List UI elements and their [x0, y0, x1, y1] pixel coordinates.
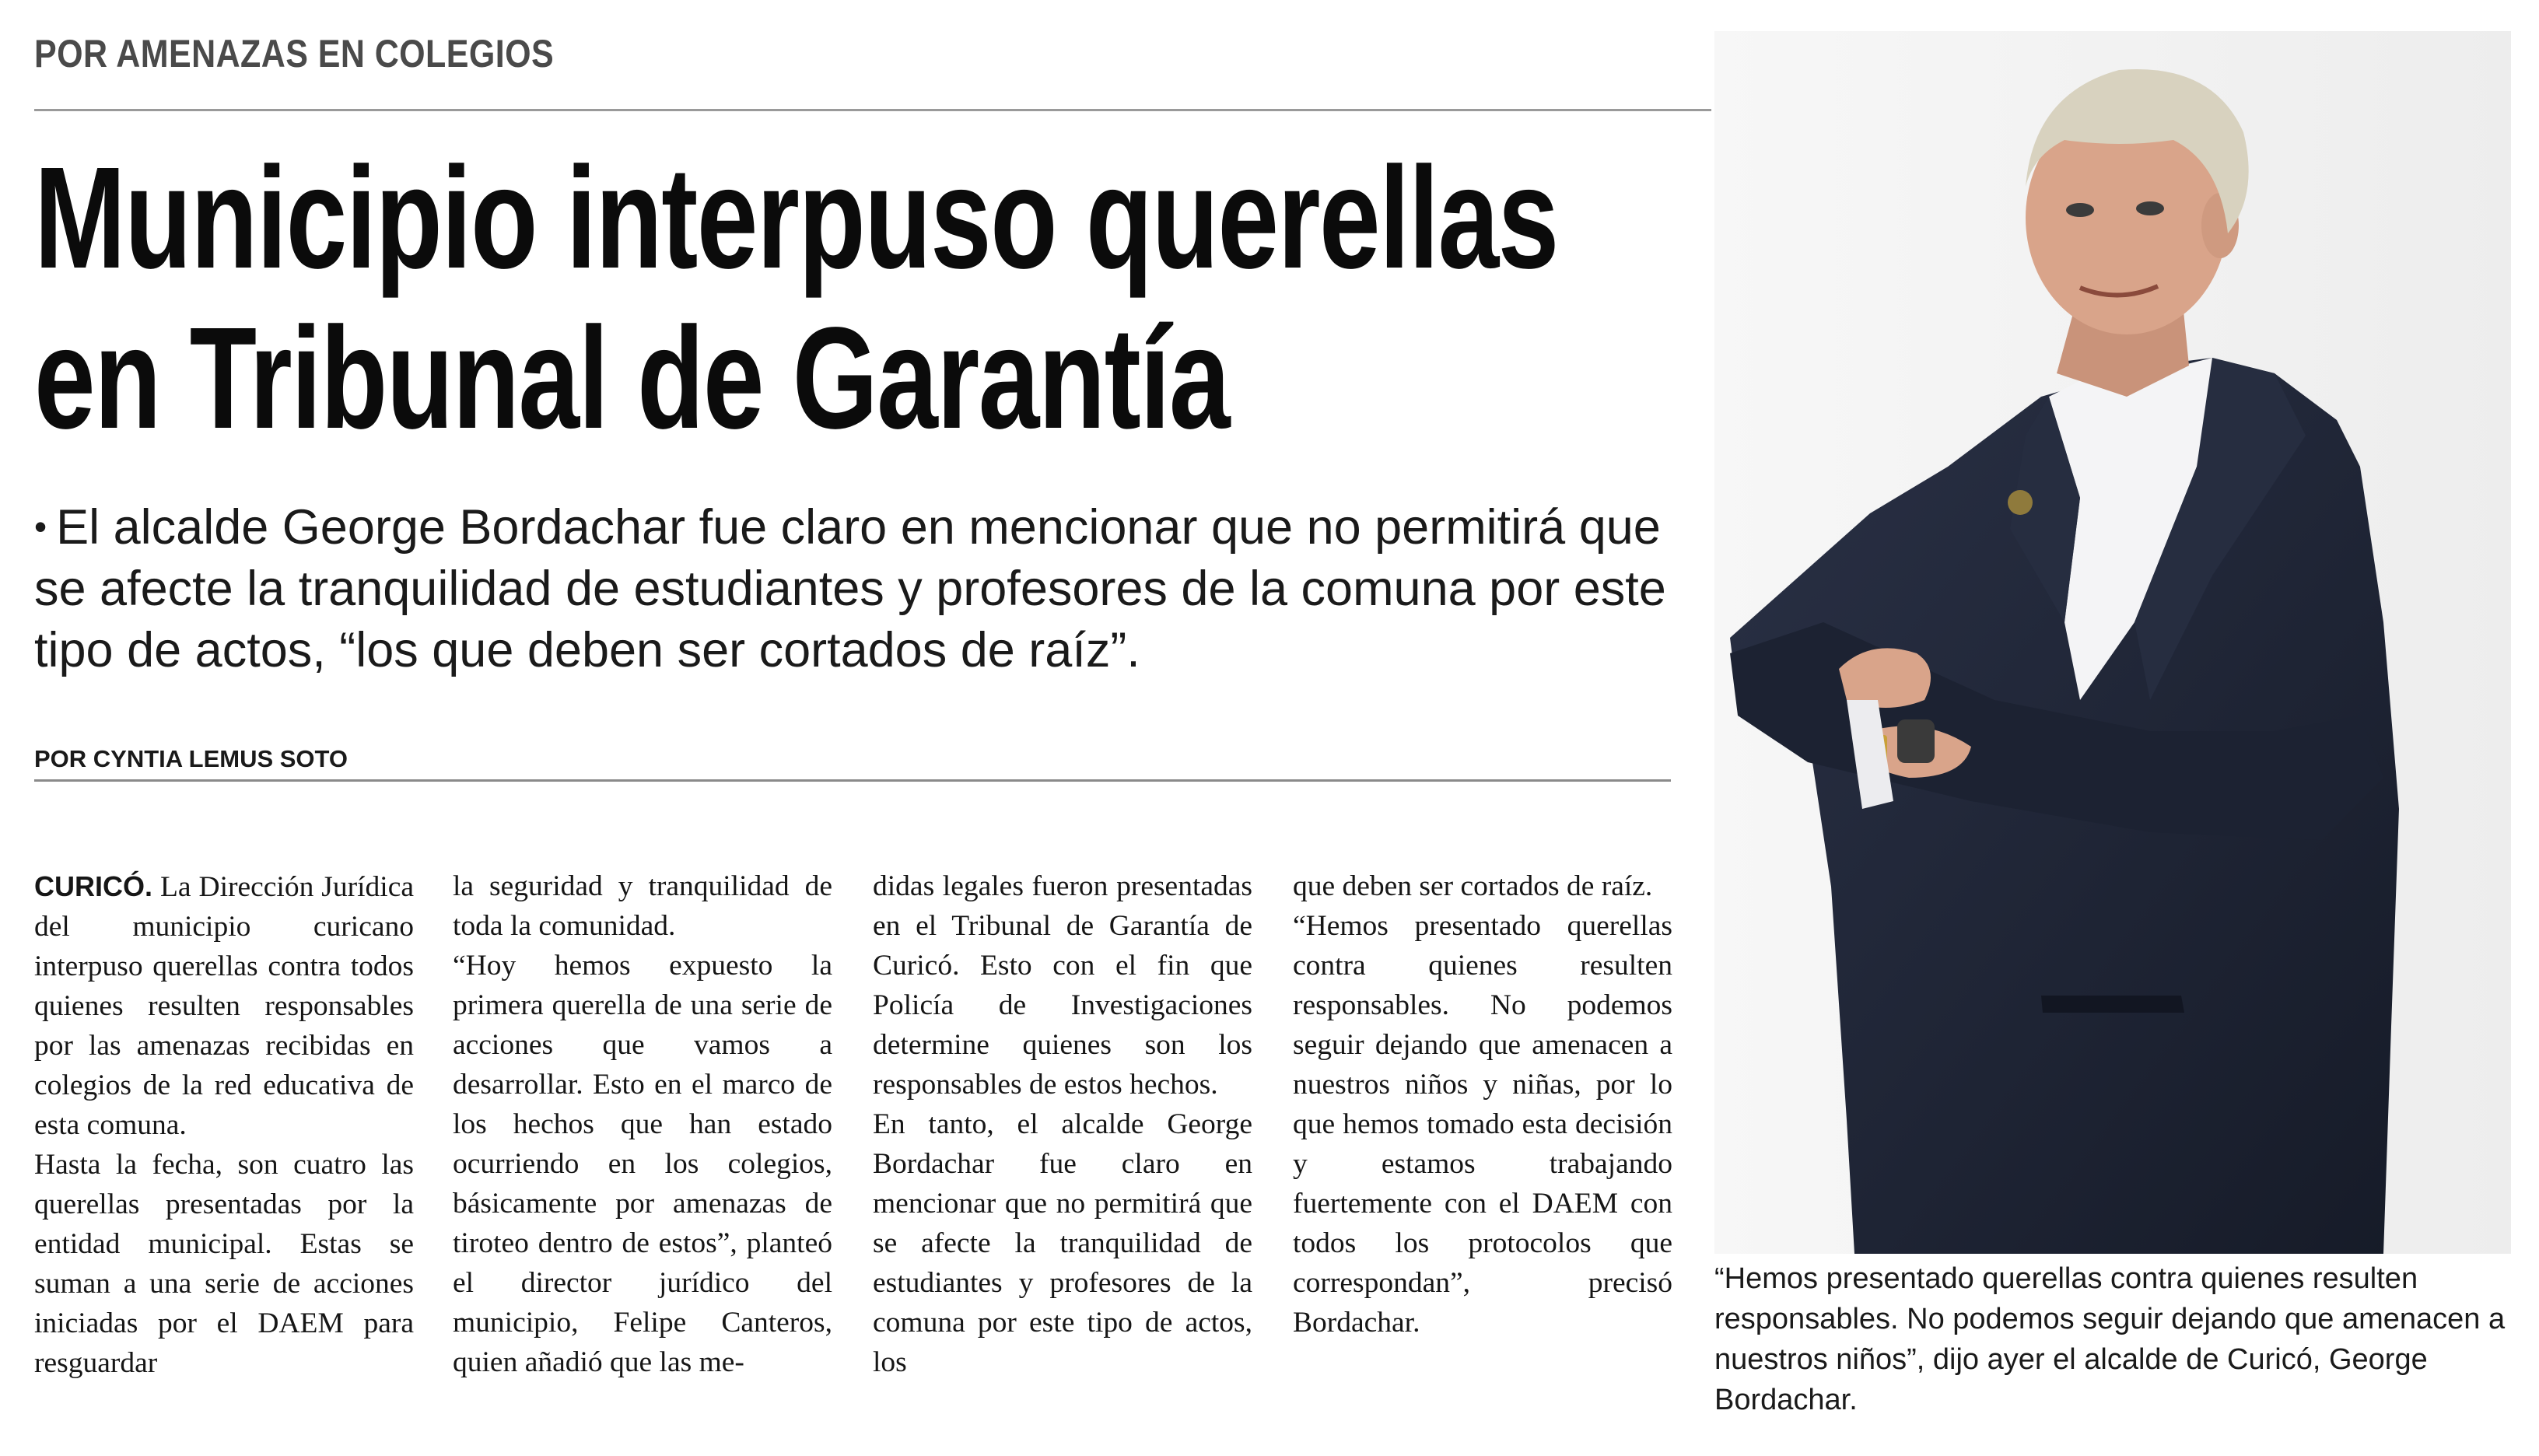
paragraph: la seguridad y tranquilidad de toda la comunidad.	[453, 870, 832, 942]
subheadline-text: El alcalde George Bordachar fue claro en mencionar que no permitirá que se afecte la tranquilidad de estudiantes y profesores de la comuna por este tipo de actos, “los que deben ser cortados de raíz”.	[34, 500, 1666, 677]
body-column-3	[873, 866, 1252, 1382]
watch-icon	[1897, 719, 1935, 763]
headline	[34, 138, 1571, 459]
paragraph: “Hoy hemos expuesto la primera querella de una serie de acciones que vamos a desarrollar. Esto en el marco de los hechos que han estado ocurriendo en los colegios, básicamente por amenazas de tiroteo dentro de estos”, planteó el director jurídico del municipio, Felipe Canteros, quien añadió que las me-	[453, 950, 832, 1378]
paragraph: que deben ser cortados de raíz.	[1293, 870, 1653, 902]
byline-rule	[34, 779, 1671, 782]
portrait-illustration	[1714, 31, 2511, 1254]
lapel-pin-icon	[2008, 490, 2033, 515]
paragraph: didas legales fueron presentadas en el Tribunal de Garantía de Curicó. Esto con el fin que Policía de Investigaciones determine quienes son los responsables de estos hechos.	[873, 870, 1252, 1101]
photo-caption: “Hemos presentado querellas contra quienes resulten responsables. No podemos seguir dejando que amenacen a nuestros niños”, dijo ayer el alcalde de Curicó, George Bordachar.	[1714, 1262, 2506, 1416]
body-column-4	[1293, 866, 1672, 1342]
subheadline	[34, 496, 1714, 681]
mayor-photo	[1714, 31, 2511, 1254]
headline-line-2: en Tribunal de Garantía	[34, 298, 1230, 459]
paragraph: En tanto, el alcalde George Bordachar fue claro en mencionar que no permitirá que se afecte la tranquilidad de estudiantes y profesores de la comuna por este tipo de actos, los	[873, 1108, 1252, 1378]
kicker: POR AMENAZAS EN COLEGIOS	[34, 32, 555, 75]
byline: POR CYNTIA LEMUS SOTO	[34, 745, 348, 772]
dateline: CURICÓ.	[34, 870, 152, 902]
headline-line-1: Municipio interpuso querellas	[34, 138, 1558, 299]
body-column-1	[34, 866, 414, 1383]
paragraph-text: La Dirección Jurídica del municipio curicano interpuso querellas contra todos quienes resulten responsables por las amenazas recibidas en colegios de la red educativa de esta comuna.	[34, 871, 414, 1141]
body-column-2	[453, 866, 832, 1382]
paragraph: “Hemos presentado querellas contra quienes resulten responsables. No podemos seguir dejando que amenacen a nuestros niños y niñas, por lo que hemos tomado esta decisión y estamos trabajando fuertemente con el DAEM con todos los protocolos que correspondan”, precisó Bordachar.	[1293, 910, 1672, 1339]
bullet-icon: •	[34, 506, 47, 547]
pocket-shape	[2041, 996, 2184, 1013]
paragraph: Hasta la fecha, son cuatro las querellas presentadas por la entidad municipal. Estas se suman a una serie de acciones iniciadas por el DAEM para resguardar	[34, 1149, 414, 1379]
top-rule	[34, 109, 1711, 111]
paragraph	[34, 866, 414, 1145]
